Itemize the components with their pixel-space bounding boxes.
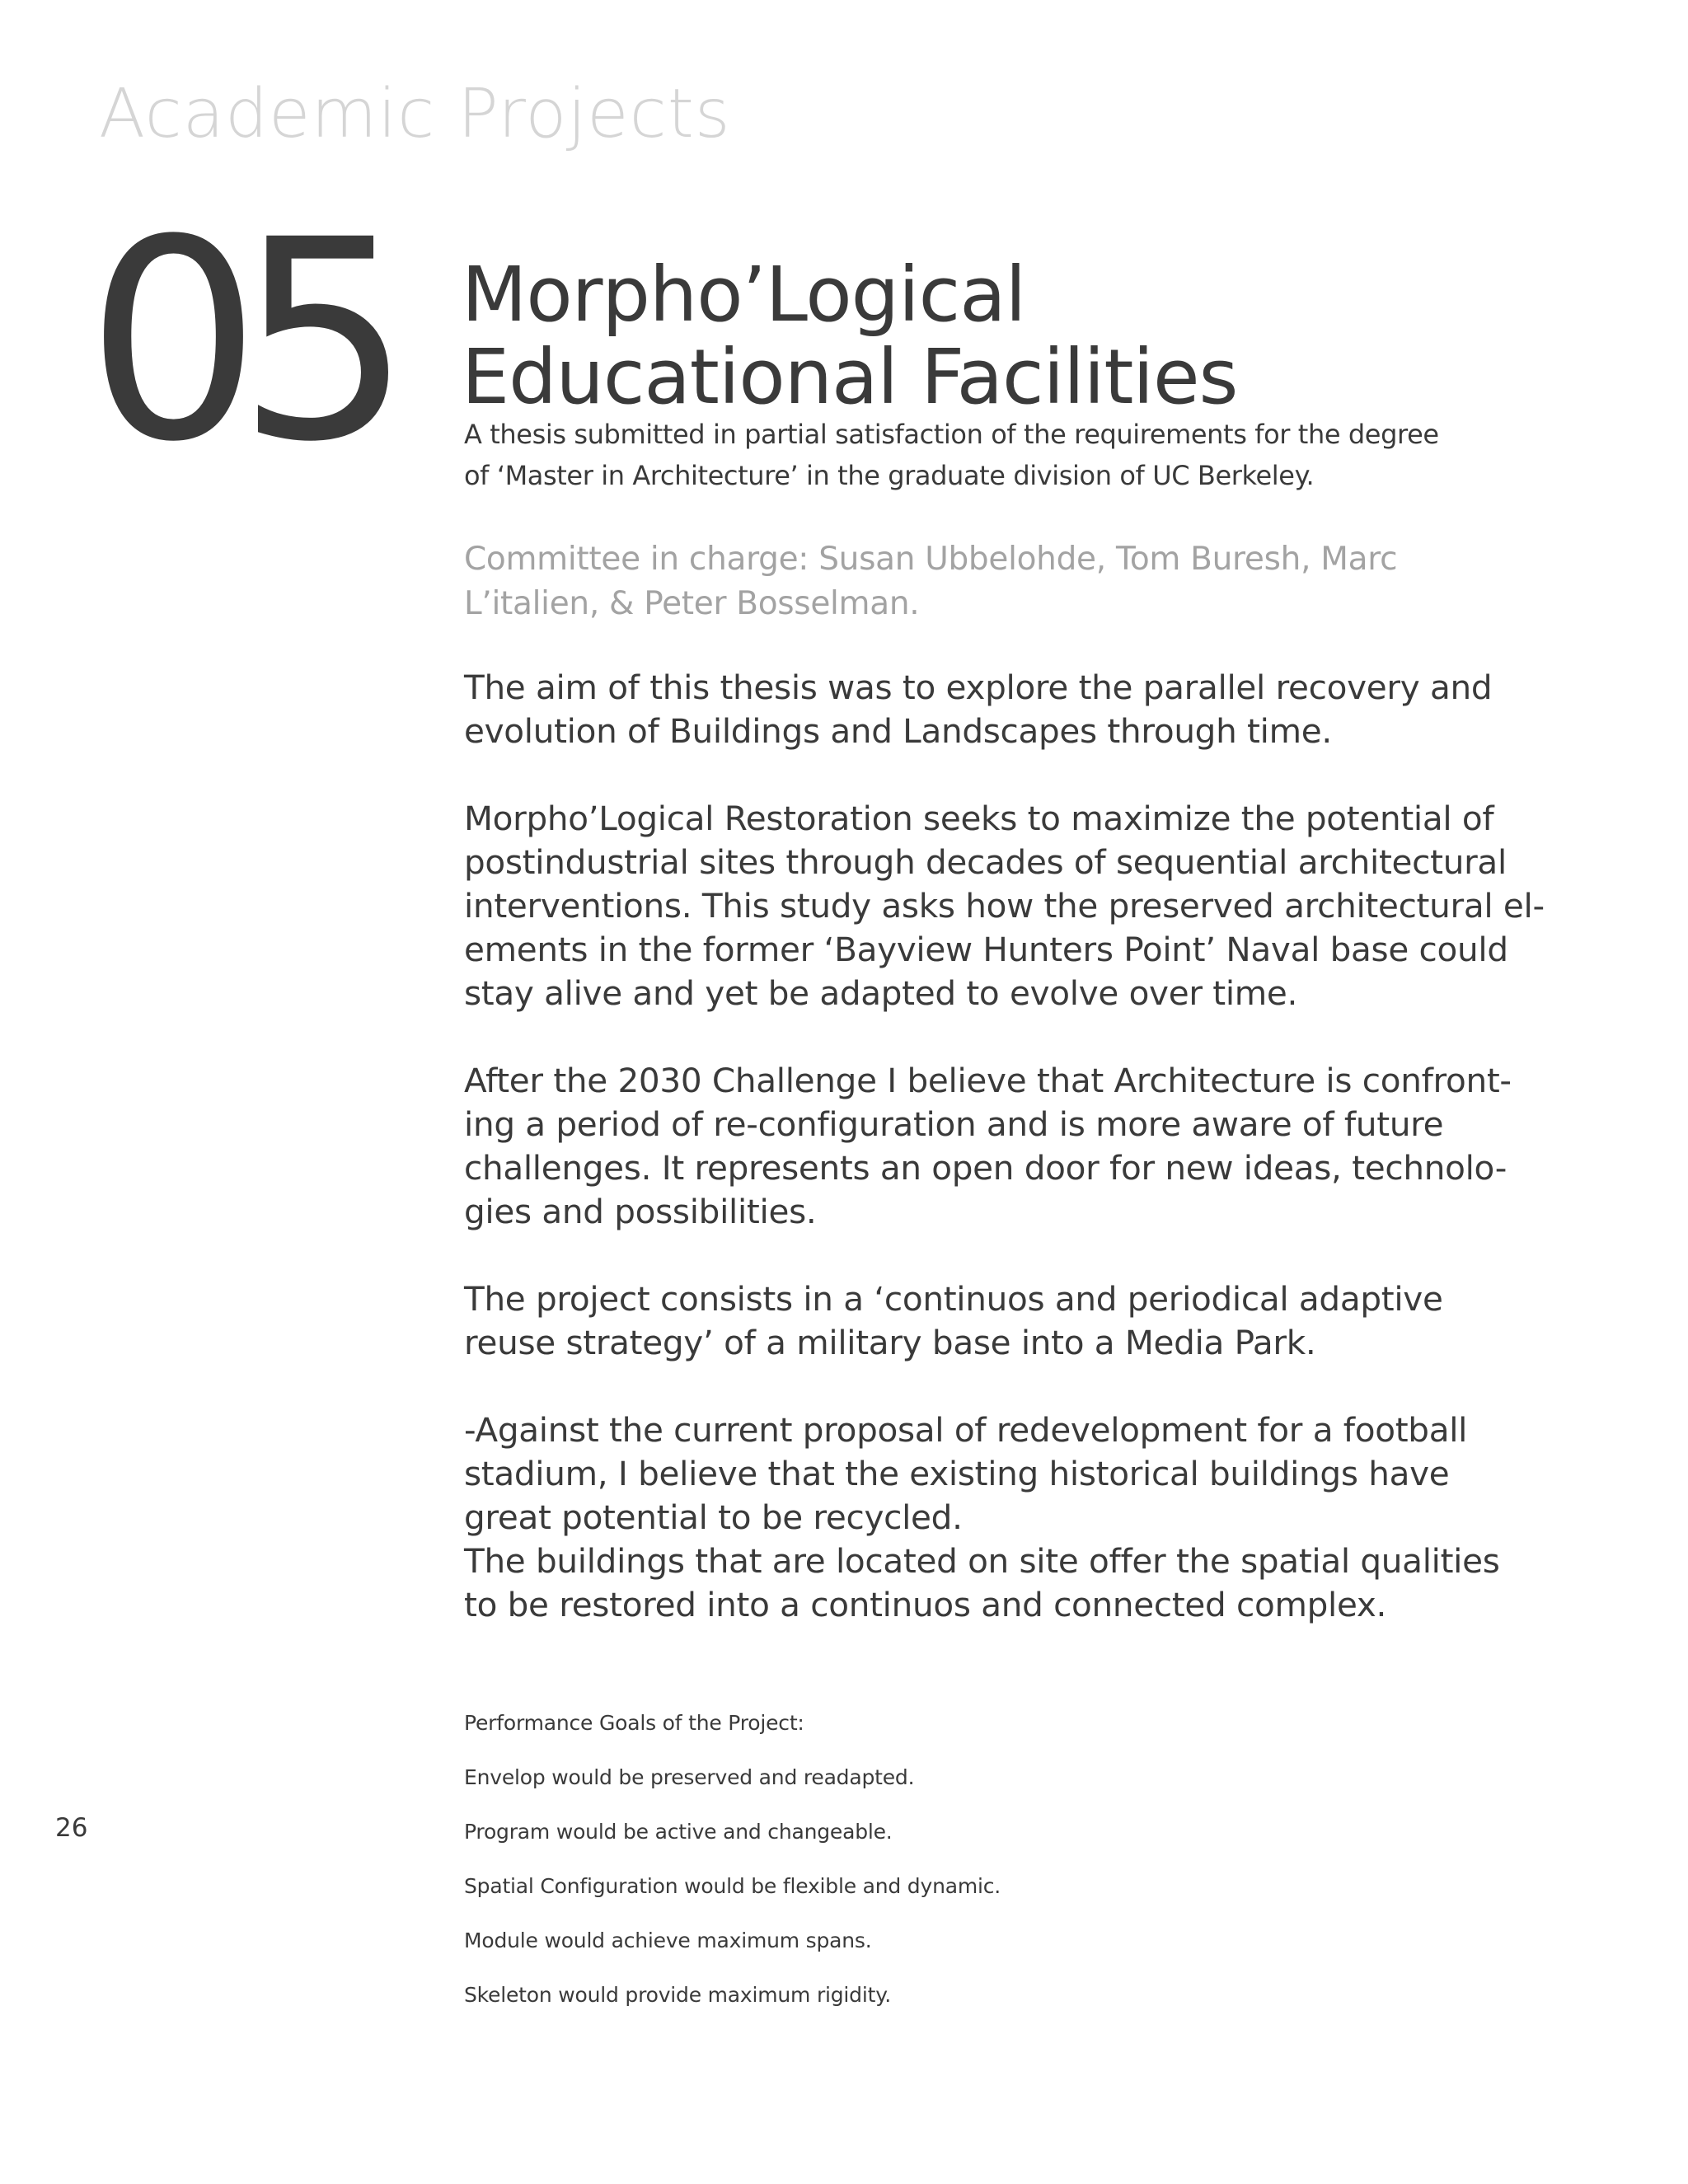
performance-goals [464,1696,1371,2022]
body-line: The buildings that are located on site offer the spatial qualities [464,1541,1500,1581]
goal-item: Skeleton would provide maximum rigidity. [464,1983,891,2007]
committee-text [464,537,1486,626]
body-line: gies and possibilities. [464,1192,817,1231]
body-paragraph-restoration [464,797,1545,1015]
body-paragraph-proposal [464,1408,1503,1540]
section-title: Academic Projects [99,75,731,153]
project-title [462,251,1533,421]
subtitle-line: of ‘Master in Architecture’ in the graduate division of UC Berkeley. [464,460,1315,491]
body-line: evolution of Buildings and Landscapes through time. [464,711,1332,751]
goal-item: Module would achieve maximum spans. [464,1929,872,1952]
body-line: Morpho’Logical Restoration seeks to maximize the potential of [464,799,1494,838]
project-title-line: Morpho’Logical [462,251,1026,339]
body-line: postindustrial sites through decades of sequential architectural [464,842,1507,882]
project-number: 05 [86,181,388,503]
goal-item: Spatial Configuration would be flexible and dynamic. [464,1874,1001,1898]
body-text [464,666,1545,1671]
body-line: After the 2030 Challenge I believe that Architecture is confront- [464,1061,1512,1100]
goal-item: Program would be active and changeable. [464,1820,893,1844]
project-title-line: Educational Facilities [462,333,1238,421]
body-paragraph-aim [464,666,1503,753]
body-line: challenges. It represents an open door for new ideas, technolo- [464,1148,1507,1188]
subtitle-line: A thesis submitted in partial satisfaction of the requirements for the degree [464,419,1439,450]
body-line: ing a period of re-configuration and is more aware of future [464,1104,1444,1144]
body-line: interventions. This study asks how the preserved architectural el- [464,886,1545,926]
body-line: ements in the former ‘Bayview Hunters Point’ Naval base could [464,930,1508,969]
body-paragraph-challenge [464,1059,1512,1234]
body-line: stadium, I believe that the existing historical buildings have [464,1454,1450,1493]
goal-item: Envelop would be preserved and readapted. [464,1765,915,1789]
body-line: The aim of this thesis was to explore the parallel recovery and [464,668,1493,707]
body-paragraph-buildings [464,1540,1503,1627]
body-line: to be restored into a continuos and connected complex. [464,1585,1387,1624]
body-line: stay alive and yet be adapted to evolve over time. [464,973,1298,1013]
committee-line: L’italien, & Peter Bosselman. [464,585,920,622]
goals-heading: Performance Goals of the Project: [464,1711,804,1735]
committee-line: Committee in charge: Susan Ubbelohde, Tom Buresh, Marc [464,541,1398,578]
body-line: reuse strategy’ of a military base into a Media Park. [464,1323,1316,1362]
body-line: -Against the current proposal of redevelopment for a football [464,1410,1468,1450]
page-number: 26 [55,1813,88,1843]
body-line: The project consists in a ‘continuos and periodical adaptive [464,1279,1443,1319]
body-line: great potential to be recycled. [464,1497,963,1537]
thesis-subtitle [464,414,1486,496]
body-paragraph-strategy [464,1277,1503,1365]
